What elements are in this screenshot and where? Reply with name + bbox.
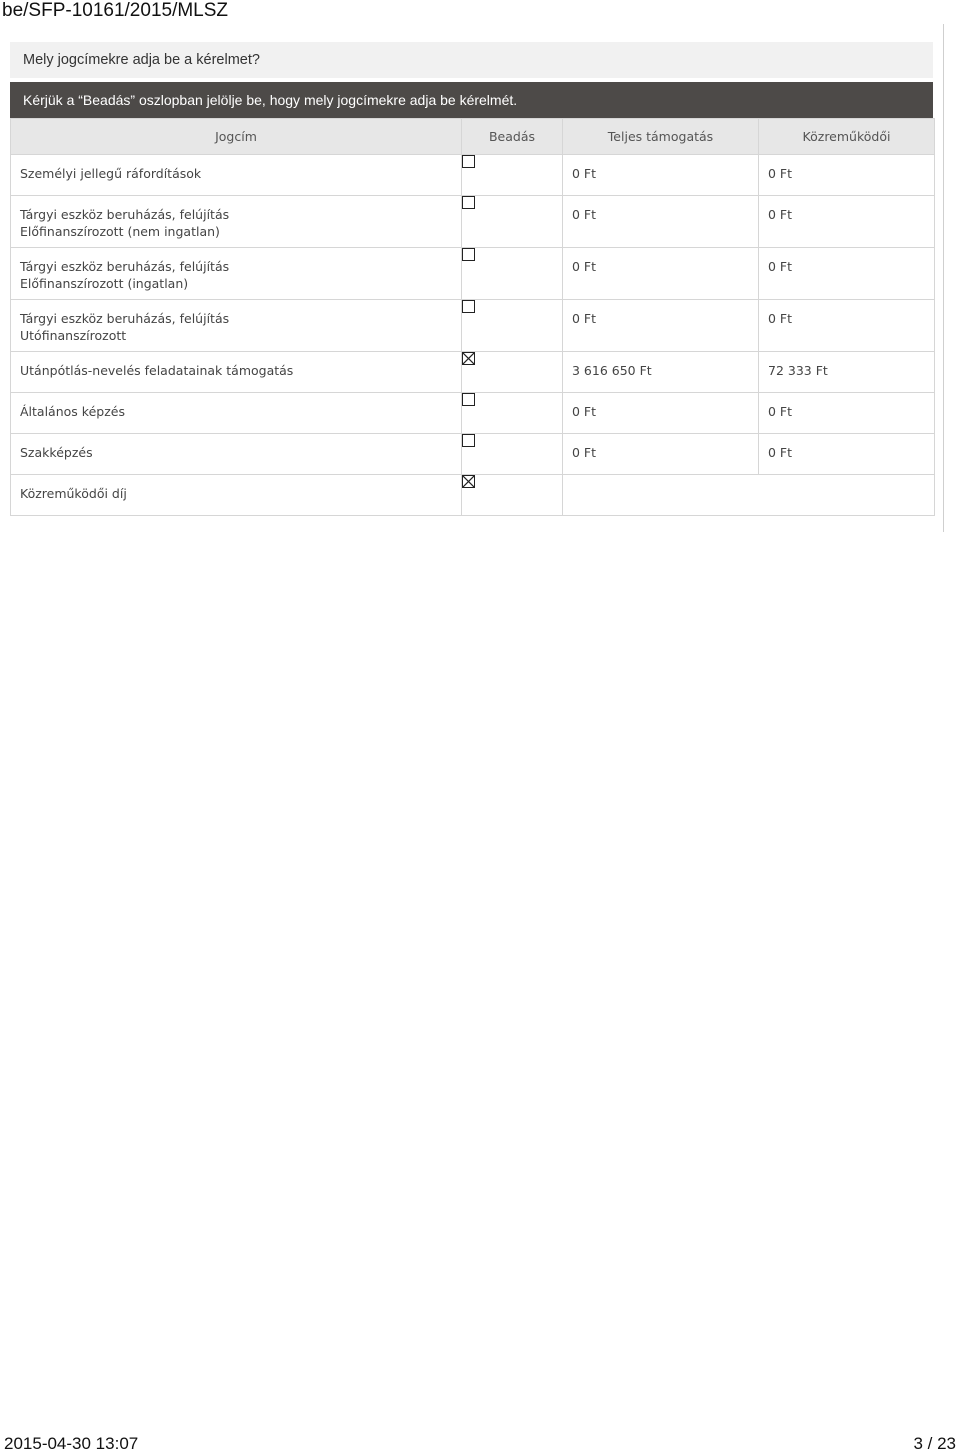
- unchecked-checkbox[interactable]: [462, 248, 475, 261]
- row-title-cell: [11, 248, 462, 300]
- agent-fee-value: 72 333 Ft: [768, 363, 828, 378]
- unchecked-checkbox[interactable]: [462, 434, 475, 447]
- agent-fee-cell: [759, 248, 935, 300]
- row-title-cell: [11, 393, 462, 434]
- agent-fee-value: 0 Ft: [768, 259, 793, 274]
- agent-fee-cell: [759, 434, 935, 475]
- table-row: [11, 248, 935, 300]
- agent-fee-cell: [759, 393, 935, 434]
- submit-checkbox-cell: [462, 248, 563, 300]
- unchecked-checkbox[interactable]: [462, 300, 475, 313]
- checked-checkbox[interactable]: [462, 475, 475, 488]
- header-beadas: Beadás: [462, 119, 563, 155]
- funding-table: [10, 118, 935, 516]
- section-question: Mely jogcímekre adja be a kérelmet?: [10, 42, 933, 78]
- agent-fee-value: 0 Ft: [768, 404, 793, 419]
- row-title-cell: [11, 475, 462, 516]
- footer-page-number: 3 / 23: [913, 1434, 956, 1453]
- row-title-cell: [11, 155, 462, 196]
- table-row: [11, 196, 935, 248]
- row-title-cell: [11, 352, 462, 393]
- total-support-cell: [563, 300, 759, 352]
- submit-checkbox-cell: [462, 155, 563, 196]
- total-support-cell: [563, 352, 759, 393]
- instruction-banner: Kérjük a “Beadás” oszlopban jelölje be, hogy mely jogcímekre adja be kérelmét.: [10, 82, 933, 118]
- table-row: [11, 155, 935, 196]
- total-support-value: 0 Ft: [572, 445, 597, 460]
- row-title: Tárgyi eszköz beruházás, felújítás Előfinanszírozott (nem ingatlan): [20, 207, 230, 239]
- row-title-cell: [11, 300, 462, 352]
- table-row: [11, 475, 935, 516]
- submit-checkbox-cell: [462, 434, 563, 475]
- total-support-value: 0 Ft: [572, 404, 597, 419]
- table-header-row: [11, 119, 935, 155]
- submit-checkbox-cell: [462, 196, 563, 248]
- unchecked-checkbox[interactable]: [462, 393, 475, 406]
- agent-fee-value: 0 Ft: [768, 311, 793, 326]
- total-support-cell: [563, 248, 759, 300]
- row-title: Általános képzés: [20, 404, 125, 419]
- submit-checkbox-cell: [462, 393, 563, 434]
- row-title: Tárgyi eszköz beruházás, felújítás Előfinanszírozott (ingatlan): [20, 259, 230, 291]
- row-title: Tárgyi eszköz beruházás, felújítás Utófinanszírozott: [20, 311, 230, 343]
- document-id: be/SFP-10161/2015/MLSZ: [2, 0, 229, 21]
- row-title: Szakképzés: [20, 445, 93, 460]
- row-title: Utánpótlás-nevelés feladatainak támogatás: [20, 363, 294, 378]
- total-support-cell: [563, 434, 759, 475]
- agent-fee-cell: [759, 352, 935, 393]
- submit-checkbox-cell: [462, 475, 563, 516]
- table-row: [11, 393, 935, 434]
- submit-checkbox-cell: [462, 300, 563, 352]
- table-row: [11, 434, 935, 475]
- agent-fee-value: 0 Ft: [768, 166, 793, 181]
- agent-fee-value: 0 Ft: [768, 207, 793, 222]
- row-title-cell: [11, 434, 462, 475]
- header-jogcim: Jogcím: [11, 119, 462, 155]
- agent-fee-value: 0 Ft: [768, 445, 793, 460]
- empty-amount-cell: [563, 475, 935, 516]
- total-support-value: 0 Ft: [572, 311, 597, 326]
- header-kozremukodoi: Közreműködői: [759, 119, 935, 155]
- agent-fee-cell: [759, 196, 935, 248]
- agent-fee-cell: [759, 155, 935, 196]
- total-support-value: 0 Ft: [572, 166, 597, 181]
- row-title-cell: [11, 196, 462, 248]
- unchecked-checkbox[interactable]: [462, 196, 475, 209]
- total-support-cell: [563, 393, 759, 434]
- row-title: Közreműködői díj: [20, 486, 127, 501]
- table-row: [11, 300, 935, 352]
- agent-fee-cell: [759, 300, 935, 352]
- footer-date: 2015-04-30 13:07: [4, 1434, 139, 1453]
- total-support-value: 0 Ft: [572, 207, 597, 222]
- checked-checkbox[interactable]: [462, 352, 475, 365]
- total-support-cell: [563, 196, 759, 248]
- total-support-cell: [563, 155, 759, 196]
- header-teljes-tamogatas: Teljes támogatás: [563, 119, 759, 155]
- unchecked-checkbox[interactable]: [462, 155, 475, 168]
- submit-checkbox-cell: [462, 352, 563, 393]
- row-title: Személyi jellegű ráfordítások: [20, 166, 202, 181]
- total-support-value: 3 616 650 Ft: [572, 363, 652, 378]
- total-support-value: 0 Ft: [572, 259, 597, 274]
- table-row: [11, 352, 935, 393]
